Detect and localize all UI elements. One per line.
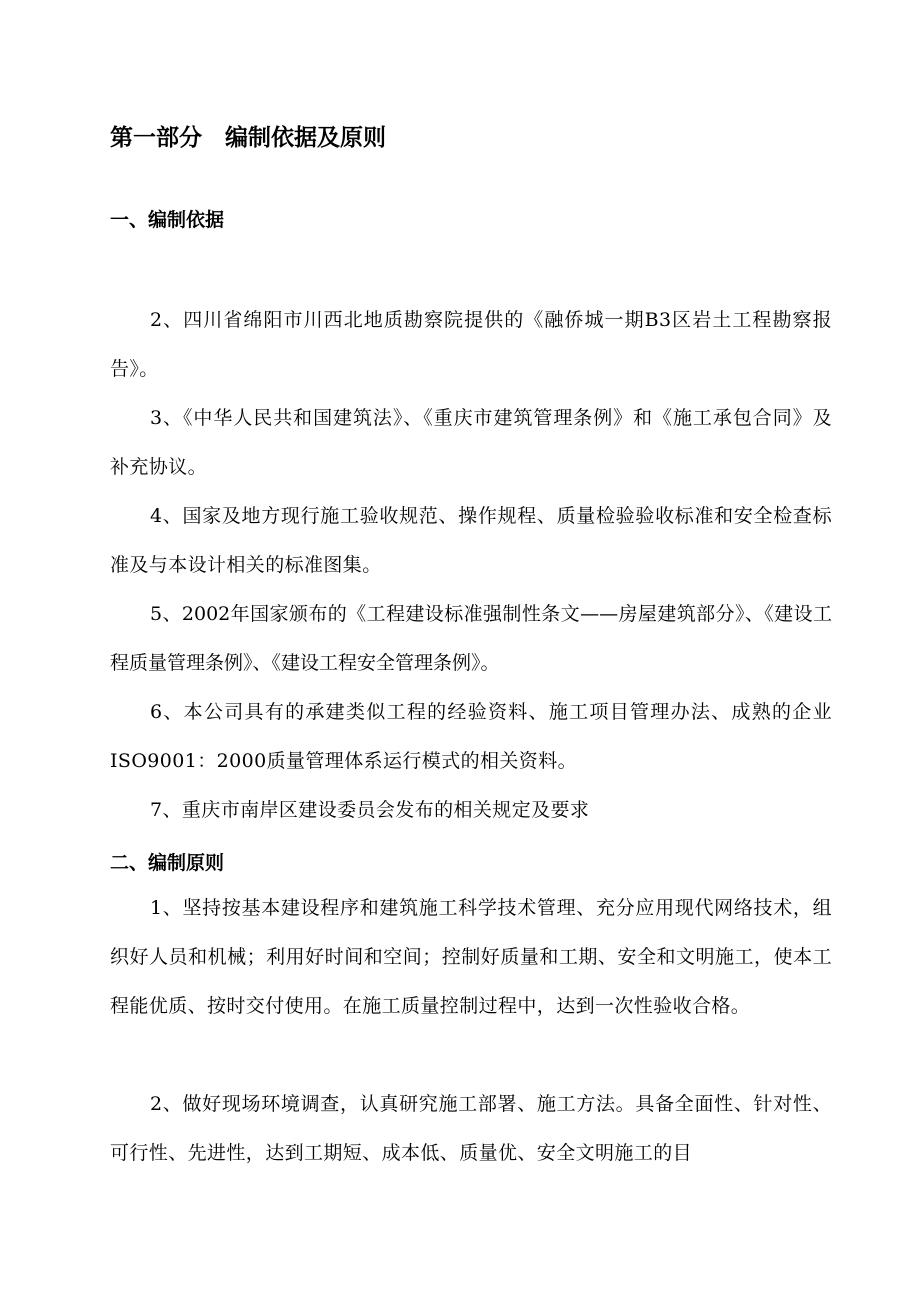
section-heading-principles: 二、编制原则 [110,852,225,874]
basis-item-5: 5、2002年国家颁布的《工程建设标准强制性条文——房屋建筑部分》、《建设工程质量管理条例》、《建设工程安全管理条例》。 [110,603,832,674]
principle-item-2: 2、做好现场环境调查，认真研究施工部署、施工方法。具备全面性、针对性、可行性、先进性，达到工期短、成本低、质量优、安全文明施工的目 [110,1093,832,1164]
basis-item-4: 4、国家及地方现行施工验收规范、操作规程、质量检验验收标准和安全检查标准及与本设计相关的标准图集。 [110,505,832,576]
basis-item-7: 7、重庆市南岸区建设委员会发布的相关规定及要求 [150,799,590,821]
section-heading-basis: 一、编制依据 [110,209,225,231]
principle-item-1: 1、坚持按基本建设程序和建筑施工科学技术管理、充分应用现代网络技术，组织好人员和机械；利用好时间和空间；控制好质量和工期、安全和文明施工，使本工程能优质、按时交付使用。在施工质量控制过程中，达到一次性验收合格。 [110,897,832,1017]
basis-item-2: 2、四川省绵阳市川西北地质勘察院提供的《融侨城一期B3区岩土工程勘察报告》。 [110,309,832,380]
basis-item-6: 6、本公司具有的承建类似工程的经验资料、施工项目管理办法、成熟的企业ISO9001：2000质量管理体系运行模式的相关资料。 [110,701,832,772]
basis-item-3: 3、《中华人民共和国建筑法》、《重庆市建筑管理条例》和《施工承包合同》及补充协议。 [110,407,832,478]
part-title: 第一部分 编制依据及原则 [110,125,386,151]
